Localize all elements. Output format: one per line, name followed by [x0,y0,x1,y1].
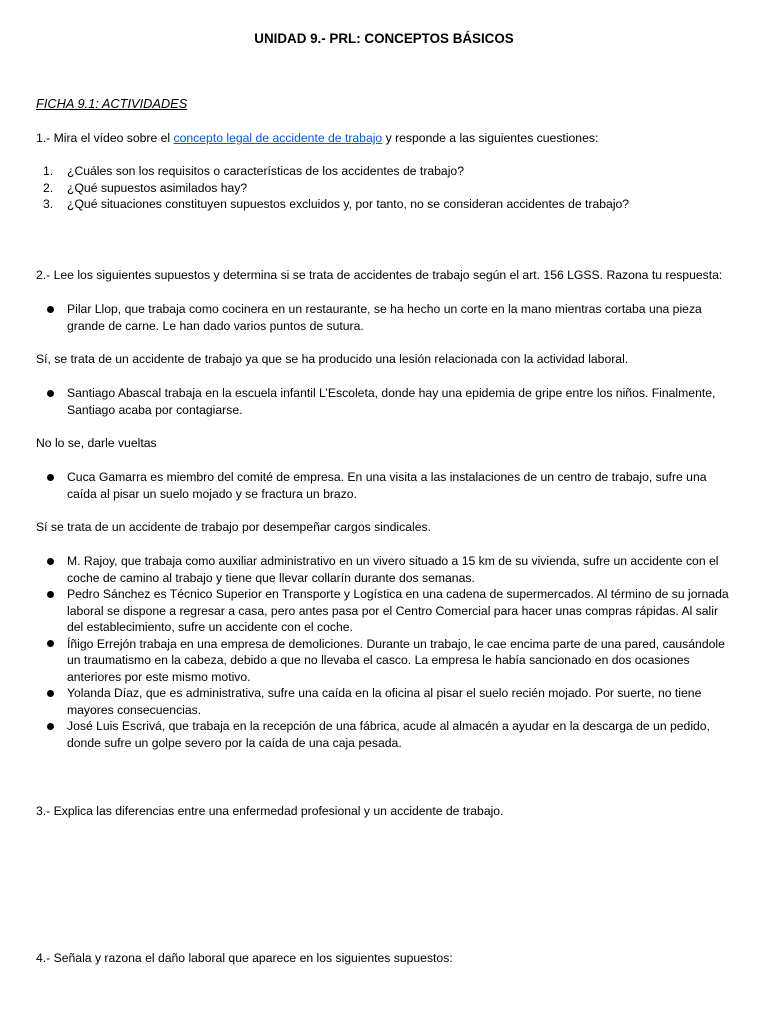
concepto-legal-link[interactable]: concepto legal de accidente de trabajo [173,131,383,145]
list-item [36,196,736,213]
case-text: M. Rajoy, que trabaja como auxiliar administrativo en un vivero situado a 15 km de su vivienda, sufre un accidente con el coche de camino al trabajo y tiene que llevar collarín durante dos semanas. [67,554,719,585]
bullet-icon [47,723,54,730]
case-text: Pilar Llop, que trabaja como cocinera en un restaurante, se ha hecho un corte en la mano mientras cortaba una pieza grande de carne. Le han dado varios puntos de sutura. [67,302,702,333]
question-1-intro [36,130,736,147]
ficha-heading: FICHA 9.1: ACTIVIDADES [36,96,188,111]
case-text: José Luis Escrivá, que trabaja en la recepción de una fábrica, acude al almacén a ayudar en la descarga de un pedido, donde sufre un golpe severo por la caída de una caja pesada. [67,719,710,750]
case-text: Pedro Sánchez es Técnico Superior en Transporte y Logística en una cadena de supermercados. Al término de su jornada laboral se dispone a regresar a casa, pero antes pasa por el Centro Comercial para hacer unas compras rápidas. Al salir del establecimiento, sufre un accidente con el coche. [67,587,729,634]
question-1-list [36,163,736,213]
list-item [36,163,736,180]
list-number: 1. [43,164,54,178]
bullet-icon [47,390,54,397]
bullet-icon [47,690,54,697]
case-list-4 [36,553,736,751]
list-item [36,180,736,197]
case-text: Íñigo Errejón trabaja en una empresa de demoliciones. Durante un trabajo, le cae encima parte de una pared, causándole un traumatismo en la cabeza, debido a que no llevaba el casco. La empresa le había sancionado en dos ocasiones anteriores por este mismo motivo. [67,636,725,684]
list-item-text: ¿Qué situaciones constituyen supuestos excluidos y, por tanto, no se consideran accidentes de trabajo? [67,197,630,211]
question-1-text-before: 1.- Mira el vídeo sobre el [36,131,174,145]
case-list-2 [36,385,736,418]
case-text: Santiago Abascal trabaja en la escuela infantil L’Escoleta, donde hay una epidemia de gripe entre los niños. Finalmente, Santiago acaba por contagiarse. [67,386,716,417]
list-item [36,636,736,686]
case-text: Cuca Gamarra es miembro del comité de empresa. En una visita a las instalaciones de un centro de trabajo, sufre una caída al pisar un suelo mojado y se fractura un brazo. [67,470,707,501]
bullet-icon [47,640,54,647]
case-list-1 [36,301,736,334]
bullet-icon [47,558,54,565]
list-item [36,553,736,586]
list-item [36,469,736,502]
list-item [36,685,736,718]
case-text: Yolanda Díaz, que es administrativa, sufre una caída en la oficina al pisar el suelo recién mojado. Por suerte, no tiene mayores consecuencias. [67,686,702,717]
list-number: 2. [43,180,54,195]
list-item [36,718,736,751]
answer-1: Sí, se trata de un accidente de trabajo ya que se ha producido una lesión relacionada con la actividad laboral. [36,352,629,366]
answer-2: No lo se, darle vueltas [36,436,157,450]
bullet-icon [47,306,54,313]
case-list-3 [36,469,736,502]
answer-3: Sí se trata de un accidente de trabajo por desempeñar cargos sindicales. [36,520,431,534]
list-item [36,301,736,334]
list-item-text: ¿Cuáles son los requisitos o características de los accidentes de trabajo? [67,164,464,178]
question-3: 3.- Explica las diferencias entre una enfermedad profesional y un accidente de trabajo. [36,804,504,818]
bullet-icon [47,591,54,598]
question-4: 4.- Señala y razona el daño laboral que aparece en los siguientes supuestos: [36,951,453,965]
page-title: UNIDAD 9.- PRL: CONCEPTOS BÁSICOS [254,31,514,46]
list-item-text: ¿Qué supuestos asimilados hay? [67,180,248,195]
question-1-text-after: y responde a las siguientes cuestiones: [382,131,599,145]
bullet-icon [47,474,54,481]
list-item [36,586,736,636]
list-number: 3. [43,197,54,211]
list-item [36,385,736,418]
question-2-intro: 2.- Lee los siguientes supuestos y determina si se trata de accidentes de trabajo según el art. 156 LGSS. Razona tu respuesta: [36,268,723,282]
